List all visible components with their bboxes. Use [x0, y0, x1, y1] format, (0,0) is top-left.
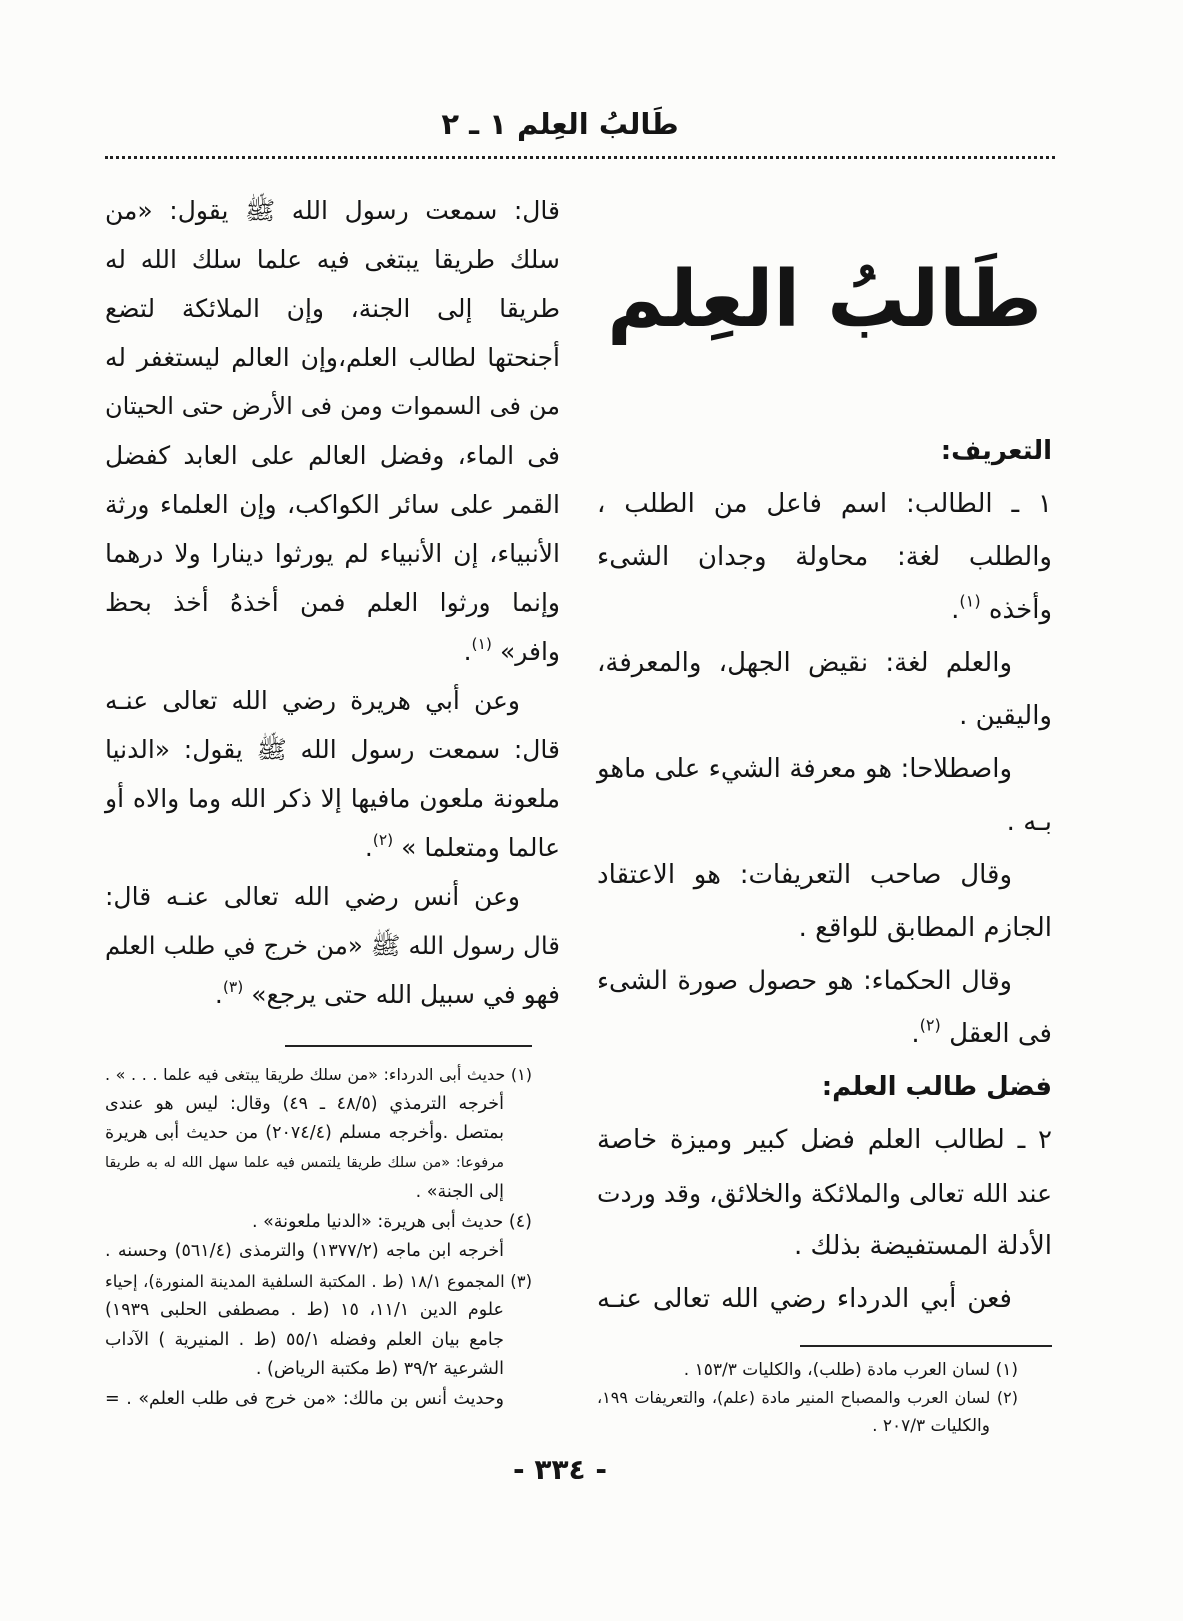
footnote-line: الشرعية ٣٩/٢ (ط مكتبة الرياض) . — [255, 1359, 504, 1379]
line-text: وافر» — [499, 637, 560, 666]
body-line: وقال الحكماء: هو حصول صورة الشىء — [597, 966, 1012, 996]
footnote-line: إلى الجنة» . — [415, 1182, 504, 1202]
body-line: وقال صاحب التعريفات: هو الاعتقاد — [597, 860, 1012, 890]
footnote-line: والكليات ٢٠٧/٣ . — [872, 1416, 990, 1436]
line-end: . — [463, 637, 472, 666]
body-line: وإنما ورثوا العلم فمن أخذهُ أخذ بحظ — [105, 588, 560, 617]
body-line: ١ ـ الطالب: اسم فاعل من الطلب ، — [597, 489, 1052, 519]
body-line — [105, 627, 560, 676]
footnote-ref: (٢) — [919, 1015, 941, 1035]
line-text: وأخذه — [988, 595, 1052, 625]
body-line: وعن أنس رضي الله تعالى عنـه قال: — [105, 882, 520, 911]
body-line: طريقا إلى الجنة، وإن الملائكة لتضع — [105, 294, 560, 323]
footnote-line: علوم الدين ١١/١، ١٥ (ط . مصطفى الحلبى ١٩٣٩) — [105, 1300, 505, 1320]
body-line: وعن أبي هريرة رضي الله تعالى عنـه — [105, 686, 520, 715]
footnote-line: (٣) المجموع ١٨/١ (ط . المكتبة السلفية المدينة المنورة)، إحياء — [105, 1271, 532, 1291]
body-line: الأدلة المستفيضة بذلك . — [794, 1231, 1052, 1261]
body-line: عند الله تعالى والملائكة والخلائق، وقد وردت — [597, 1179, 1052, 1208]
line-end: . — [911, 1019, 920, 1049]
body-line: بـه . — [1006, 807, 1052, 837]
line-text: فى العقل — [949, 1019, 1052, 1049]
body-line: سلك طريقا يبتغى فيه علما سلك الله له — [105, 245, 560, 274]
line-text: فهو في سبيل الله حتى يرجع» — [251, 980, 560, 1009]
body-line — [597, 584, 1052, 637]
body-line: قال: سمعت رسول الله ﷺ يقول: «الدنيا — [105, 735, 560, 764]
line-end: . — [214, 980, 223, 1009]
footnote-line: (٤) حديث أبى هريرة: «الدنيا ملعونة» . — [251, 1211, 532, 1232]
left-footnotes — [105, 1060, 532, 1414]
body-line: أجنحتها لطالب العلم،وإن العالم ليستغفر له — [105, 343, 560, 372]
body-line — [105, 823, 560, 872]
footnote-ref: (١) — [959, 591, 981, 611]
body-line: القمر على سائر الكواكب، وإن العلماء ورثة — [105, 490, 560, 519]
body-line: واصطلاحا: هو معرفة الشيء على ماهو — [597, 754, 1012, 784]
footnote-line: (١) حديث أبى الدرداء: «من سلك طريقا يبتغى فيه علما . . . » . — [105, 1065, 532, 1084]
left-column-body — [105, 186, 560, 1019]
section-heading: التعريف: — [940, 436, 1052, 466]
right-footnotes — [597, 1356, 1018, 1440]
line-text: عالما ومتعلما » — [401, 833, 560, 862]
body-line: الجازم المطابق للواقع . — [798, 913, 1052, 943]
footnote-line: وحديث أنس بن مالك: «من خرج فى طلب العلم» . = — [105, 1388, 504, 1409]
body-line — [597, 1008, 1052, 1061]
body-line: الأنبياء، إن الأنبياء لم يورثوا دينارا ولا درهما — [105, 539, 560, 568]
body-line: فى الماء، وفضل العالم على العابد كفضل — [105, 441, 560, 470]
body-line — [105, 970, 560, 1019]
body-line: والعلم لغة: نقيض الجهل، والمعرفة، — [597, 648, 1012, 678]
body-line: والطلب لغة: محاولة وجدان الشىء — [597, 542, 1052, 572]
footnote-rule — [285, 1045, 532, 1047]
body-line: من فى السموات ومن فى الأرض حتى الحيتان — [105, 392, 560, 420]
body-line: فعن أبي الدرداء رضي الله تعالى عنـه — [597, 1284, 1012, 1314]
footnote-line: (١) لسان العرب مادة (طلب)، والكليات ١٥٣/٣ . — [683, 1360, 1018, 1380]
body-line: ملعونة ملعون مافيها إلا ذكر الله وما والاه أو — [105, 784, 560, 813]
page-number: - ٣٣٤ - — [512, 1453, 608, 1486]
running-head: طَالبُ العِلم ١ ـ ٢ — [441, 107, 679, 141]
footnote-ref: (٢) — [372, 831, 394, 850]
footnote-line: مرفوعا: «من سلك طريقا يلتمس فيه علما سهل الله له به طريقا — [105, 1154, 504, 1171]
line-end: . — [364, 833, 373, 862]
section-heading: فضل طالب العلم: — [821, 1072, 1052, 1102]
right-column-body — [597, 425, 1052, 1326]
dotted-rule — [105, 156, 1055, 159]
body-line: ٢ ـ لطالب العلم فضل كبير وميزة خاصة — [597, 1125, 1052, 1155]
line-end: . — [951, 595, 960, 625]
footnote-ref: (٣) — [222, 978, 244, 997]
body-line: قال: سمعت رسول الله ﷺ يقول: «من — [105, 196, 560, 225]
footnote-rule — [800, 1345, 1052, 1347]
body-line: قال رسول الله ﷺ «من خرج في طلب العلم — [105, 931, 560, 960]
body-line: واليقين . — [959, 701, 1052, 731]
footnote-line: بمتصل .وأخرجه مسلم (٢٠٧٤/٤) من حديث أبى هريرة — [105, 1123, 504, 1143]
footnote-ref: (١) — [471, 635, 492, 654]
footnote-line: أخرجه الترمذي (٤٨/٥ ـ ٤٩) وقال: ليس هو عندى — [105, 1093, 504, 1114]
footnote-line: جامع بيان العلم وفضله ٥٥/١ (ط . المنيرية ) الآداب — [105, 1329, 504, 1350]
page-title: طَالبُ العِلم — [607, 255, 1042, 345]
footnote-line: (٢) لسان العرب والمصباح المنير مادة (علم)، والتعريفات ١٩٩، — [597, 1388, 1018, 1407]
footnote-line: أخرجه ابن ماجه (١٣٧٧/٢) والترمذى (٥٦١/٤) وحسنه . — [105, 1241, 505, 1261]
